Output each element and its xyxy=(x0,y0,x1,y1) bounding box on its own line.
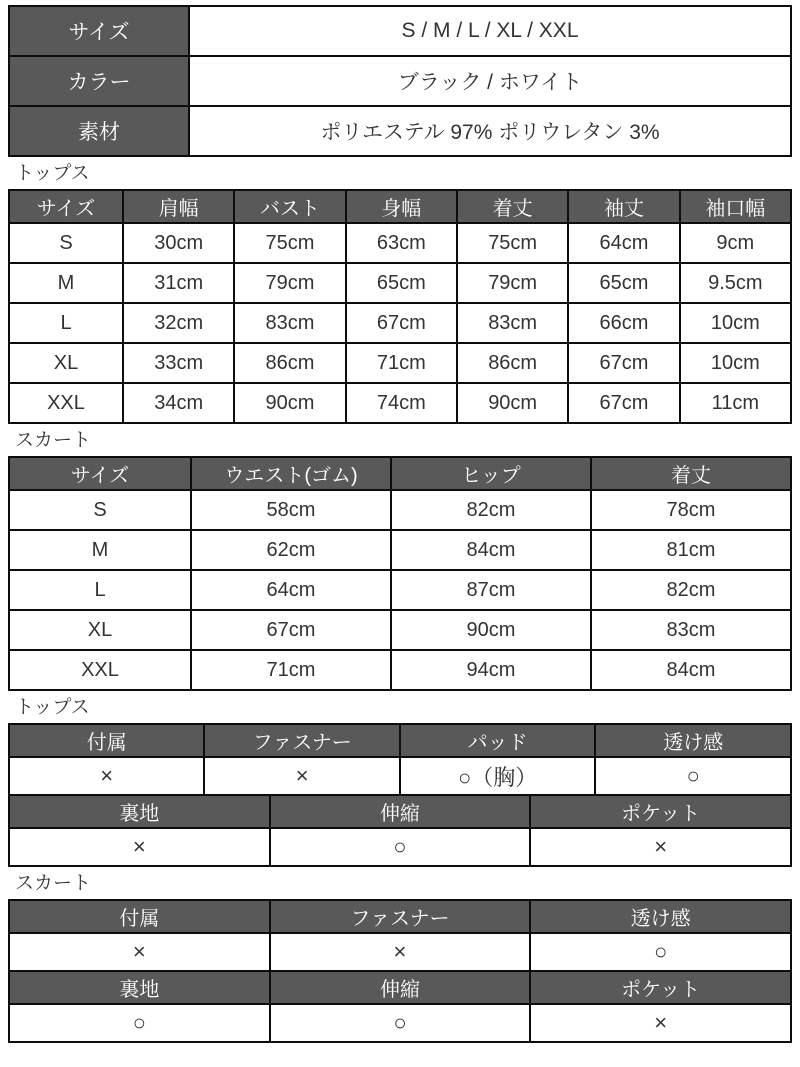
table-row xyxy=(9,650,791,690)
column-header-cell: ウエスト(ゴム) xyxy=(191,457,391,490)
table-header-row xyxy=(9,795,791,828)
size-row-label: XXL xyxy=(9,650,191,690)
size-value-cell: 30cm xyxy=(123,223,234,263)
detail-value-cell: ○ xyxy=(270,828,531,866)
size-value-cell: 79cm xyxy=(234,263,345,303)
table-header-row xyxy=(9,457,791,490)
size-value-cell: 33cm xyxy=(123,343,234,383)
table-header-row xyxy=(9,971,791,1004)
column-header-cell: バスト xyxy=(234,190,345,223)
detail-value-cell: ○（胸） xyxy=(400,757,595,795)
size-value-cell: 94cm xyxy=(391,650,591,690)
column-header-cell: 身幅 xyxy=(346,190,457,223)
section-label-skirt-details: スカート xyxy=(15,873,92,894)
size-value-cell: 86cm xyxy=(457,343,568,383)
detail-header-cell: 付属 xyxy=(9,724,204,757)
info-value-cell: ブラック / ホワイト xyxy=(189,56,791,106)
size-value-cell: 84cm xyxy=(591,650,791,690)
table-header-row xyxy=(9,724,791,757)
size-value-cell: 71cm xyxy=(191,650,391,690)
size-row-label: XL xyxy=(9,343,123,383)
size-value-cell: 62cm xyxy=(191,530,391,570)
column-header-cell: 袖口幅 xyxy=(680,190,791,223)
table-row xyxy=(9,490,791,530)
size-row-label: XL xyxy=(9,610,191,650)
size-value-cell: 79cm xyxy=(457,263,568,303)
table-row xyxy=(9,757,791,795)
skirt-size-table xyxy=(8,456,792,691)
size-value-cell: 83cm xyxy=(457,303,568,343)
detail-header-cell: 付属 xyxy=(9,900,270,933)
size-value-cell: 90cm xyxy=(234,383,345,423)
size-value-cell: 9.5cm xyxy=(680,263,791,303)
detail-header-cell: パッド xyxy=(400,724,595,757)
size-value-cell: 32cm xyxy=(123,303,234,343)
table-header-row xyxy=(9,190,791,223)
detail-value-cell: × xyxy=(270,933,531,971)
size-value-cell: 65cm xyxy=(568,263,679,303)
detail-value-cell: × xyxy=(9,757,204,795)
column-header-cell: ヒップ xyxy=(391,457,591,490)
column-header-cell: 着丈 xyxy=(591,457,791,490)
size-value-cell: 65cm xyxy=(346,263,457,303)
detail-header-cell: 伸縮 xyxy=(270,971,531,1004)
column-header-cell: 肩幅 xyxy=(123,190,234,223)
detail-value-cell: × xyxy=(530,1004,791,1042)
detail-value-cell: ○ xyxy=(270,1004,531,1042)
size-value-cell: 10cm xyxy=(680,343,791,383)
table-row xyxy=(9,303,791,343)
detail-value-cell: × xyxy=(9,933,270,971)
size-value-cell: 83cm xyxy=(234,303,345,343)
skirt-details-table xyxy=(8,899,792,1043)
size-value-cell: 81cm xyxy=(591,530,791,570)
detail-value-cell: ○ xyxy=(595,757,791,795)
column-header-cell: サイズ xyxy=(9,190,123,223)
size-value-cell: 63cm xyxy=(346,223,457,263)
size-row-label: M xyxy=(9,263,123,303)
size-value-cell: 34cm xyxy=(123,383,234,423)
table-row xyxy=(9,263,791,303)
detail-value-cell: × xyxy=(9,828,270,866)
size-value-cell: 90cm xyxy=(391,610,591,650)
detail-header-cell: ファスナー xyxy=(270,900,531,933)
detail-value-cell: × xyxy=(530,828,791,866)
detail-header-cell: ファスナー xyxy=(204,724,399,757)
section-label-tops-size: トップス xyxy=(15,163,90,184)
product-info-table xyxy=(8,5,792,157)
info-label-cell: カラー xyxy=(9,56,189,106)
table-row xyxy=(9,933,791,971)
table-row xyxy=(9,610,791,650)
size-value-cell: 75cm xyxy=(457,223,568,263)
detail-value-cell: ○ xyxy=(530,933,791,971)
detail-header-cell: 伸縮 xyxy=(270,795,531,828)
table-row xyxy=(9,530,791,570)
detail-value-cell: × xyxy=(204,757,399,795)
size-row-label: L xyxy=(9,303,123,343)
table-header-row xyxy=(9,900,791,933)
column-header-cell: サイズ xyxy=(9,457,191,490)
size-value-cell: 64cm xyxy=(568,223,679,263)
detail-header-cell: 透け感 xyxy=(530,900,791,933)
size-value-cell: 31cm xyxy=(123,263,234,303)
size-value-cell: 64cm xyxy=(191,570,391,610)
table-row xyxy=(9,1004,791,1042)
size-value-cell: 67cm xyxy=(191,610,391,650)
size-value-cell: 11cm xyxy=(680,383,791,423)
size-value-cell: 67cm xyxy=(568,383,679,423)
column-header-cell: 袖丈 xyxy=(568,190,679,223)
info-row xyxy=(9,6,791,56)
size-value-cell: 84cm xyxy=(391,530,591,570)
column-header-cell: 着丈 xyxy=(457,190,568,223)
table-row xyxy=(9,570,791,610)
table-row xyxy=(9,343,791,383)
size-row-label: S xyxy=(9,490,191,530)
info-label-cell: 素材 xyxy=(9,106,189,156)
size-value-cell: 78cm xyxy=(591,490,791,530)
info-label-cell: サイズ xyxy=(9,6,189,56)
table-row xyxy=(9,828,791,866)
info-row xyxy=(9,106,791,156)
table-row xyxy=(9,223,791,263)
size-value-cell: 74cm xyxy=(346,383,457,423)
size-value-cell: 82cm xyxy=(591,570,791,610)
size-value-cell: 83cm xyxy=(591,610,791,650)
info-value-cell: ポリエステル 97% ポリウレタン 3% xyxy=(189,106,791,156)
size-value-cell: 71cm xyxy=(346,343,457,383)
size-row-label: S xyxy=(9,223,123,263)
size-value-cell: 67cm xyxy=(346,303,457,343)
tops-size-table xyxy=(8,189,792,424)
size-value-cell: 86cm xyxy=(234,343,345,383)
detail-value-cell: ○ xyxy=(9,1004,270,1042)
tops-details-table xyxy=(8,723,792,867)
detail-header-cell: ポケット xyxy=(530,971,791,1004)
table-row xyxy=(9,383,791,423)
info-row xyxy=(9,56,791,106)
size-row-label: XXL xyxy=(9,383,123,423)
size-row-label: L xyxy=(9,570,191,610)
size-value-cell: 9cm xyxy=(680,223,791,263)
detail-header-cell: 裏地 xyxy=(9,971,270,1004)
section-label-tops-details: トップス xyxy=(15,697,90,718)
size-row-label: M xyxy=(9,530,191,570)
size-value-cell: 87cm xyxy=(391,570,591,610)
size-value-cell: 58cm xyxy=(191,490,391,530)
detail-header-cell: 透け感 xyxy=(595,724,791,757)
size-value-cell: 75cm xyxy=(234,223,345,263)
size-value-cell: 67cm xyxy=(568,343,679,383)
size-value-cell: 82cm xyxy=(391,490,591,530)
detail-header-cell: ポケット xyxy=(530,795,791,828)
size-value-cell: 90cm xyxy=(457,383,568,423)
section-label-skirt-size: スカート xyxy=(15,430,92,451)
detail-header-cell: 裏地 xyxy=(9,795,270,828)
size-value-cell: 10cm xyxy=(680,303,791,343)
size-value-cell: 66cm xyxy=(568,303,679,343)
info-value-cell: S / M / L / XL / XXL xyxy=(189,6,791,56)
